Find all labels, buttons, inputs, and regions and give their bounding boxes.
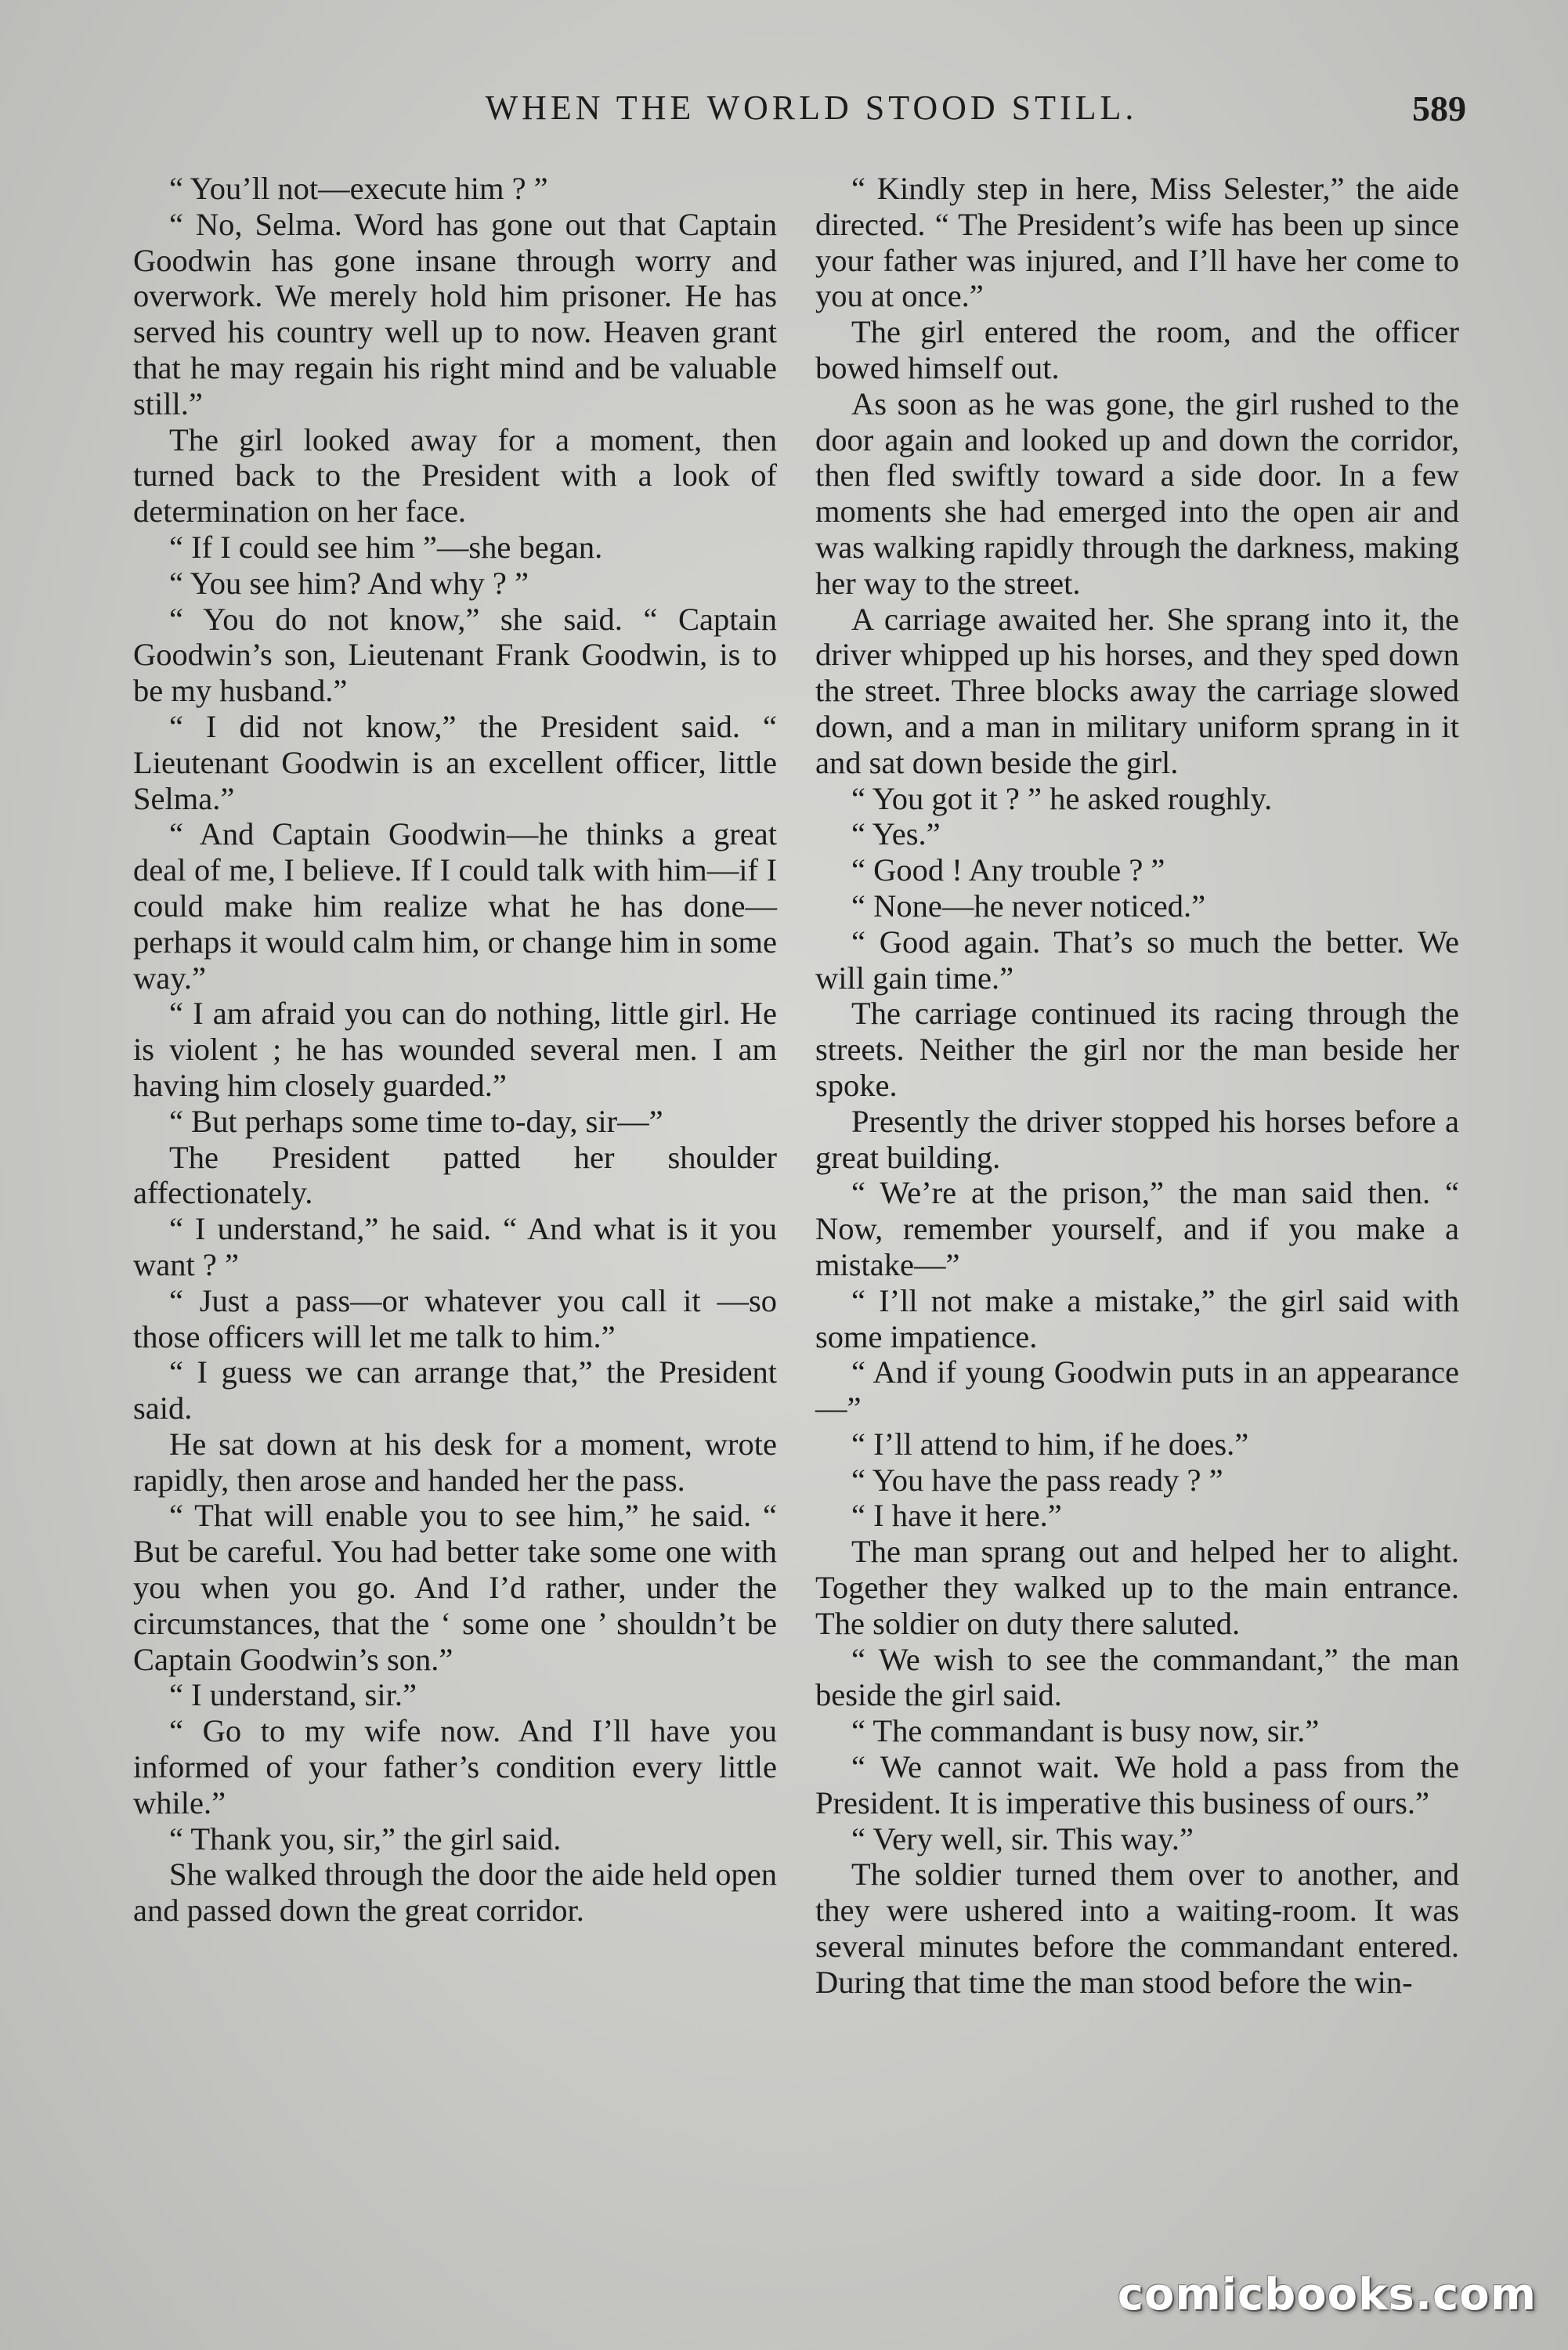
paragraph: “ If I could see him ”—she began. <box>169 529 603 565</box>
paragraph: “ Very well, sir. This way.” <box>851 1820 1194 1856</box>
page-number: 589 <box>1412 89 1466 128</box>
paragraph: “ I understand,” he said. “ And what is it you want ? ” <box>133 1211 777 1282</box>
paragraph: “ I’ll attend to him, if he does.” <box>851 1426 1249 1462</box>
paragraph: “ Thank you, sir,” the girl said. <box>169 1820 562 1856</box>
paragraph: “ I understand, sir.” <box>169 1677 417 1713</box>
paragraph: “ Good ! Any trouble ? ” <box>851 852 1165 888</box>
paragraph: “ But perhaps some time to-day, sir—” <box>169 1103 663 1139</box>
paragraph: “ We cannot wait. We hold a pass from the President. It is imperative this business of ours.” <box>815 1749 1459 1820</box>
paragraph: The girl looked away for a moment, then turned back to the President with a look of determination on her face. <box>133 421 777 530</box>
paragraph: She walked through the door the aide held open and passed down the great corridor. <box>133 1856 777 1929</box>
paragraph: “ And Captain Goodwin—he thinks a great deal of me, I believe. If I could talk with him—if I could make him realize what he has done—perhaps it would calm him, or change him in some way.” <box>133 816 777 996</box>
paragraph: “ You got it ? ” he asked roughly. <box>851 780 1273 816</box>
paragraph: “ You’ll not—execute him ? ” <box>169 171 548 206</box>
paragraph: “ You see him? And why ? ” <box>169 565 529 601</box>
paragraph: “ We wish to see the commandant,” the man beside the girl said. <box>815 1641 1459 1713</box>
paragraph: “ You have the pass ready ? ” <box>851 1462 1223 1498</box>
paragraph: “ Good again. That’s so much the better. We will gain time.” <box>815 924 1459 996</box>
paragraph: He sat down at his desk for a moment, wrote rapidly, then arose and handed her the pass. <box>133 1426 777 1498</box>
paragraph: A carriage awaited her. She sprang into it, the driver whipped up his horses, and they sped down the street. Three blocks away the carriage slowed down, and a man in military uniform sprang in it and sat down beside the girl. <box>815 601 1459 780</box>
paragraph: “ I did not know,” the President said. “ Lieutenant Goodwin is an excellent officer, little Selma.” <box>133 708 777 816</box>
paragraph: “ And if young Goodwin puts in an appearance—” <box>815 1354 1459 1426</box>
paragraph: “ Just a pass—or whatever you call it —so those officers will let me talk to him.” <box>133 1282 777 1354</box>
paragraph: “ You do not know,” she said. “ Captain Goodwin’s son, Lieutenant Frank Goodwin, is to be my husband.” <box>133 601 777 709</box>
paragraph: The carriage continued its racing through the streets. Neither the girl nor the man beside her spoke. <box>815 996 1459 1103</box>
page-header <box>125 88 1466 143</box>
paragraph: “ Yes.” <box>851 816 941 852</box>
paragraph: The soldier turned them over to another, and they were ushered into a waiting-room. It was several minutes before the commandant entered. During that time the man stood before the win- <box>815 1856 1459 2000</box>
right-text-column <box>815 171 1459 2001</box>
paragraph: “ Kindly step in here, Miss Selester,” the aide directed. “ The President’s wife has been up since your father was injured, and I’ll have her come to you at once.” <box>815 171 1459 314</box>
paragraph: The President patted her shoulder affectionately. <box>133 1139 777 1211</box>
paragraph: “ Go to my wife now. And I’ll have you informed of your father’s condition every little while.” <box>133 1713 777 1820</box>
paragraph: “ I guess we can arrange that,” the President said. <box>133 1354 777 1426</box>
left-text-column <box>133 171 777 1929</box>
paragraph: “ None—he never noticed.” <box>851 888 1206 924</box>
paragraph: “ I’ll not make a mistake,” the girl said with some impatience. <box>815 1282 1459 1354</box>
paragraph: “ We’re at the prison,” the man said then. “ Now, remember yourself, and if you make a mistake—” <box>815 1175 1459 1282</box>
paragraph: “ The commandant is busy now, sir.” <box>851 1713 1320 1749</box>
paragraph: “ I have it here.” <box>851 1498 1062 1534</box>
paragraph: The man sprang out and helped her to alight. Together they walked up to the main entrance. The soldier on duty there saluted. <box>815 1534 1459 1641</box>
paragraph: Presently the driver stopped his horses before a great building. <box>815 1103 1459 1175</box>
paragraph: “ I am afraid you can do nothing, little girl. He is violent ; he has wounded several men. I am having him closely guarded.” <box>133 996 777 1103</box>
paragraph: The girl entered the room, and the officer bowed himself out. <box>815 314 1459 385</box>
watermark: comicbooks.com <box>1117 2269 1537 2320</box>
paragraph: “ No, Selma. Word has gone out that Captain Goodwin has gone insane through worry and overwork. We merely hold him prisoner. He has served his country well up to now. Heaven grant that he may regain his right mind and be valuable still.” <box>133 206 777 421</box>
running-title: WHEN THE WORLD STOOD STILL. <box>485 89 1138 127</box>
paragraph: As soon as he was gone, the girl rushed to the door again and looked up and down the corridor, then fled swiftly toward a side door. In a few moments she had emerged into the open air and was walking rapidly through the darkness, making her way to the street. <box>815 385 1459 601</box>
paragraph: “ That will enable you to see him,” he said. “ But be careful. You had better take some one with you when you go. And I’d rather, under the circumstances, that the ‘ some one ’ shouldn’t be Captain Goodwin’s son.” <box>133 1498 777 1677</box>
